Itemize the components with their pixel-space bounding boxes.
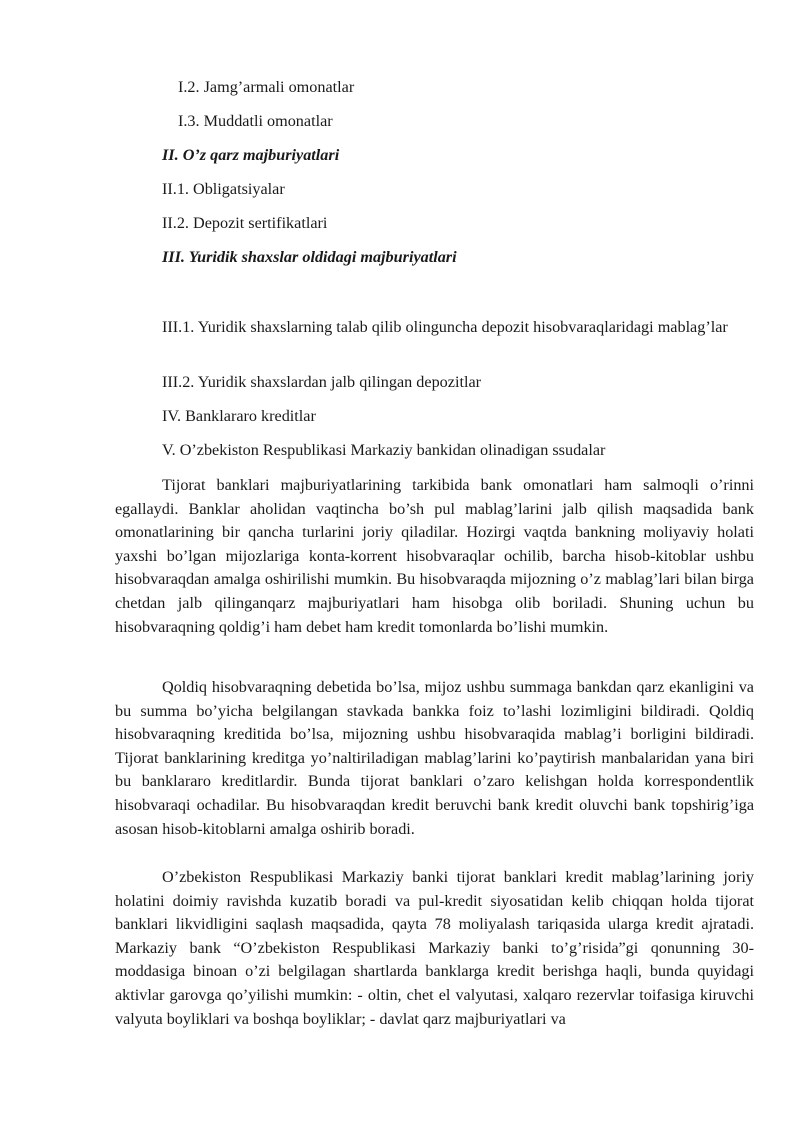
outline-item-v: V. O’zbekiston Respublikasi Markaziy bankidan olinadigan ssudalar <box>162 441 606 459</box>
outline-item-iii2: III.2. Yuridik shaxslardan jalb qilingan depozitlar <box>162 373 482 391</box>
body-paragraph-2: Qoldiq hisobvaraqning debetida bo’lsa, mijoz ushbu summaga bankdan qarz ekanligini va bu summa bo’yicha belgilangan stavkada bankka foiz to’lashi lozimligini bildiradi. Qoldiq hisobvaraqning kreditida bo’lsa, mijozning ushbu hisobvaraqida mablag’i borligini bildiradi. Tijorat banklarining kreditga yo’naltiriladigan mablag’larini ko’paytirish manbalaridan yana biri bu banklararo kreditlardir. Bunda tijorat banklari o’zaro kelishgan holda korrespondentlik hisobvaraqi ochadilar. Bu hisobvaraqdan kredit beruvchi bank kredit oluvchi bank topshirig’iga asosan hisob-kitoblarni amalga oshirib boradi. <box>115 678 754 838</box>
body-paragraph-3: O’zbekiston Respublikasi Markaziy banki tijorat banklari kredit mablag’larining joriy holatini doimiy ravishda kuzatib boradi va pul-kredit siyosatidan kelib chiqqan holda tijorat banklari likvidligini saqlash maqsadida, qayta 78 moliyalash tariqasida ularga kredit ajratadi. Markaziy bank “O’zbekiston Respublikasi Markaziy banki to’g’risida”gi qonunning 30-moddasiga binoan o’zi belgilagan shartlarda banklarga kredit berishga haqli, bunda quyidagi aktivlar garovga qo’yilishi mumkin: - oltin, chet el valyutasi, xalqaro rezervlar toifasiga kiruvchi valyuta boyliklari va boshqa boyliklar; - davlat qarz majburiyatlari va <box>115 868 754 1028</box>
outline-item-iii1: III.1. Yuridik shaxslarning talab qilib olinguncha depozit hisobvaraqlaridagi mablag’lar <box>162 318 728 336</box>
outline-item-i3: I.3. Muddatli omonatlar <box>178 112 333 130</box>
outline-item-iv: IV. Banklararo kreditlar <box>162 407 316 425</box>
body-paragraph-1: Tijorat banklari majburiyatlarining tarkibida bank omonatlari ham salmoqli o’rinni egallaydi. Banklar aholidan vaqtincha bo’sh pul mablag’larini jalb qilish maqsadida bank omonatlarining bir qancha turlarini joriy qiladilar. Hozirgi vaqtda bankning moliyaviy holati yaxshi bo’lgan mijozlariga konta-korrent hisobvaraqlar ochilib, barcha hisob-kitoblar ushbu hisobvaraqdan amalga oshirilishi mumkin. Bu hisobvaraqda mijozning o’z mablag’lari bilan birga chetdan jalb qilinganqarz majburiyatlari ham hisobga olib boriladi. Shuning uchun bu hisobvaraqning qoldig’i ham debet ham kredit tomonlarda bo’lishi mumkin. <box>115 476 754 636</box>
outline-item-ii2: II.2. Depozit sertifikatlari <box>162 214 328 232</box>
section-heading-iii: III. Yuridik shaxslar oldidagi majburiyatlari <box>162 248 457 266</box>
outline-item-i2: I.2. Jamg’armali omonatlar <box>178 78 355 96</box>
section-heading-ii: II. O’z qarz majburiyatlari <box>162 146 340 164</box>
outline-item-ii1: II.1. Obligatsiyalar <box>162 180 285 198</box>
